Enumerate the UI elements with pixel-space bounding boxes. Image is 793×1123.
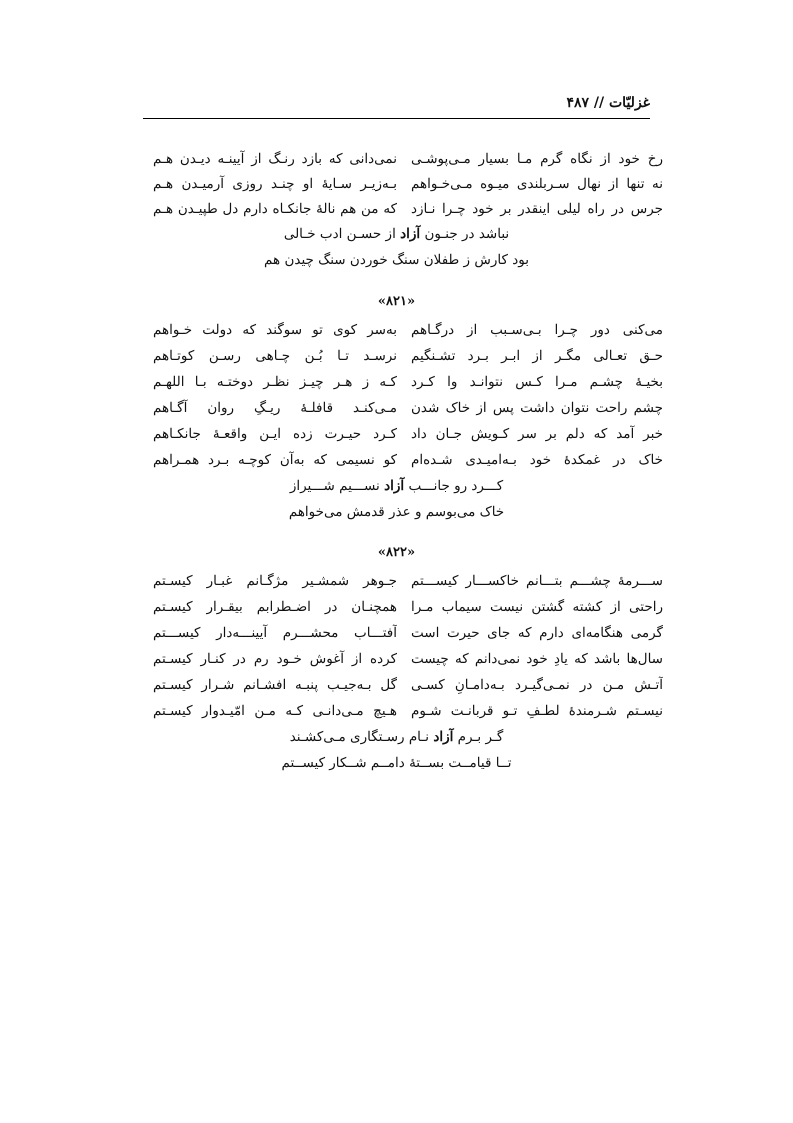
couplet (153, 448, 663, 472)
first-hemistich: نه تنها از نهال سـربلندی میـوه مـی‌خـواهم (411, 176, 663, 192)
first-hemistich: سال‌ها باشد که یادِ خود نمی‌دانم که چیست (411, 651, 663, 667)
couplet (153, 147, 663, 171)
closing-line-text: گـر بـرم (453, 729, 504, 745)
poem-number (143, 543, 650, 563)
second-hemistich: که من هم نالهٔ جانکـاه دارم دل طپیـدن هـم (153, 201, 397, 217)
couplet (153, 197, 663, 221)
couplet (153, 647, 663, 671)
first-hemistich: خبر آمد که دلم بر سر کـویش جـان داد (411, 426, 663, 442)
closing-line-text: نـام رسـتگاری مـی‌کشـند (289, 729, 434, 745)
first-hemistich: جرس در راه لیلی اینقدر بر خود چـرا نـازد (411, 201, 663, 217)
couplet (153, 699, 663, 723)
first-hemistich: رخ خود از نگاه گرم مـا بسیار مـی‌پوشـی (411, 151, 663, 167)
second-hemistich: کـرد حیـرت زده ایـن واقعـهٔ جانکـاهم (153, 426, 397, 442)
first-hemistich: خاک در غمکدهٔ خود بـه‌امیـدی شـده‌ام (411, 452, 663, 468)
couplet (153, 396, 663, 420)
couplet (153, 172, 663, 196)
first-hemistich: حـق تعـالی مگـر از ابـر بـرد تشـنگیم (411, 348, 663, 364)
couplet (153, 344, 663, 368)
couplet (153, 318, 663, 342)
spacer (153, 232, 663, 256)
second-hemistich: کـه ز هـر چیـز نظـر دوختـه بـا اللهـم (153, 374, 397, 390)
closing-line (143, 751, 650, 775)
first-hemistich: گرمی هنگامه‌ای دارم که جای حیرت است (411, 625, 663, 641)
closing-line-text: نباشد در جنـون (420, 226, 510, 242)
closing-line-text: کـــرد رو جانـــب (404, 478, 504, 494)
second-hemistich: بـه‌زیـر سـایهٔ او چنـد روزی آرمیـدن هـم (153, 176, 397, 192)
closing-line (143, 725, 650, 749)
poem-number (143, 292, 650, 312)
second-hemistich: مـی‌کنـد قافلـهٔ ریـگِ روان آگـاهم (153, 400, 397, 416)
poet-name: آزاد (433, 729, 454, 745)
second-hemistich: جـوهر شمشـیر مژگـانم غبـار کیسـتم (153, 573, 397, 589)
first-hemistich: می‌کنی دور چـرا بـی‌سـبب از درگـاهم (411, 322, 663, 338)
couplet (153, 422, 663, 446)
closing-line-text: نســـیم شـــیراز (289, 478, 385, 494)
first-hemistich: نیسـتم شـرمندهٔ لطـفِ تـو قربانـت شـوم (411, 703, 663, 719)
closing-line (143, 500, 650, 524)
second-hemistich: نمی‌دانی که بازد رنـگ از آیینـه دیـدن هـم (153, 151, 397, 167)
second-hemistich: کو نسیمی که به‌آن کوچـه بـرد همـراهم (153, 452, 397, 468)
second-hemistich: به‌سر کوی تو سوگند که دولت خـواهم (153, 322, 397, 338)
first-hemistich: بخیـهٔ چشـم مـرا کـس نتوانـد وا کـرد (411, 374, 663, 390)
couplet (153, 621, 663, 645)
second-hemistich: گل بـه‌جیـب پنبـه افشـانم شـرار کیسـتم (153, 677, 397, 693)
poet-name: آزاد (384, 478, 405, 494)
couplet (153, 370, 663, 394)
closing-line-text: از حسـن ادب خـالی (283, 226, 401, 242)
poet-name: آزاد (400, 226, 421, 242)
closing-line-text: تــا قیامــت بســتهٔ دامــم شــکار کیســتم (281, 755, 512, 771)
poem-number-text: «۸۲۱» (377, 294, 416, 309)
closing-line-text: بود کارش ز طفلان سنگ خوردن سنگ چیدن هم (264, 252, 529, 268)
couplet (153, 595, 663, 619)
poem-number-text: «۸۲۲» (377, 545, 416, 560)
second-hemistich: همچنـان در اضـطرابم بیقـرار کیسـتم (153, 599, 397, 615)
second-hemistich: هـیچ مـی‌دانـی کـه مـن امّیـدوار کیسـتم (153, 703, 397, 719)
second-hemistich: آفتـــاب محشـــرم آیینـــه‌دار کیســـتم (153, 625, 397, 641)
running-title: غزلیّات // ۴۸۷ (566, 95, 650, 111)
first-hemistich: آتـش مـن در نمـی‌گیـرد بـه‌دامـانِ کسـی (411, 677, 663, 693)
first-hemistich: ســـرمهٔ چشـــم بتـــانم خاکســـار کیســـتم (411, 573, 663, 589)
closing-line-text: خاک می‌بوسم و عذر قدمش می‌خواهم (288, 504, 505, 520)
first-hemistich: چشم راحت نتوان داشت پس از خاک شدن (411, 400, 663, 416)
first-hemistich: راحتی از کشته گشتن نیست سیماب مـرا (411, 599, 663, 615)
couplet (153, 569, 663, 593)
closing-line (143, 474, 650, 498)
couplet (153, 673, 663, 697)
second-hemistich: کرده از آغوش خـود رم در کنـار کیسـتم (153, 651, 397, 667)
page-header (143, 90, 650, 119)
second-hemistich: نرسـد تـا بُـن چـاهی رسـن کوتـاهم (153, 348, 397, 364)
